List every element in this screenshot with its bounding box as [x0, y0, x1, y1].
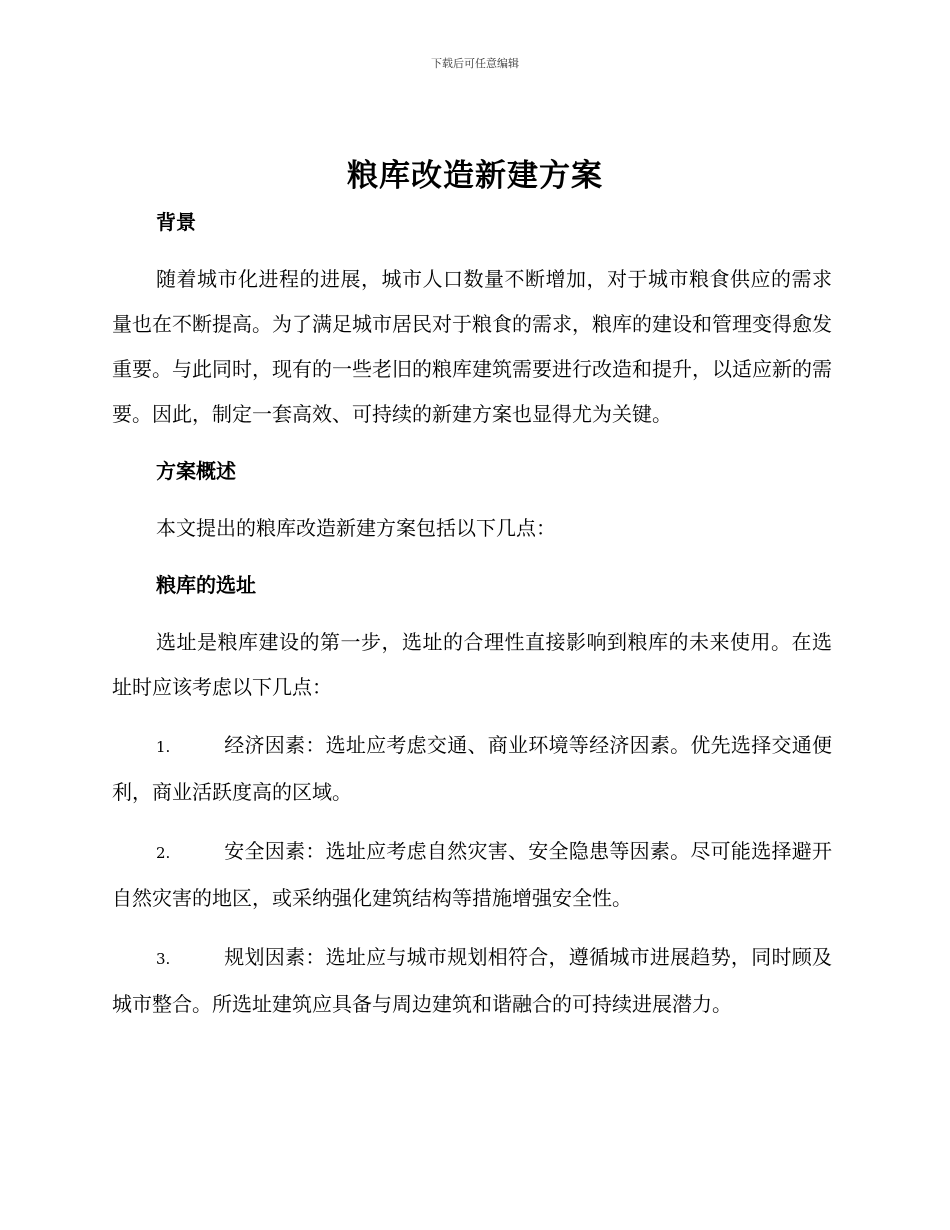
section-heading-overview: 方案概述	[156, 459, 236, 483]
list-item-number: 2.	[156, 844, 171, 862]
list-item-number: 1.	[156, 738, 171, 756]
list-item	[112, 829, 832, 921]
document-title: 粮库改造新建方案	[347, 158, 603, 194]
list-item	[112, 935, 832, 1027]
document-body	[112, 200, 832, 1027]
list-item-text: 经济因素：选址应考虑交通、商业环境等经济因素。优先选择交通便利，商业活跃度高的区域。	[112, 733, 832, 804]
paragraph-site: 选址是粮库建设的第一步，选址的合理性直接影响到粮库的未来使用。在选址时应该考虑以下几点：	[112, 630, 832, 699]
paragraph-overview: 本文提出的粮库改造新建方案包括以下几点：	[156, 516, 556, 540]
list-item-text: 规划因素：选址应与城市规划相符合，遵循城市进展趋势，同时顾及城市整合。所选址建筑应具备与周边建筑和谐融合的可持续进展潜力。	[112, 945, 832, 1016]
header-note: 下载后可任意编辑	[431, 57, 519, 70]
list-item	[112, 723, 832, 815]
section-heading-site: 粮库的选址	[156, 573, 256, 597]
list-item-number: 3.	[156, 950, 171, 968]
paragraph-background: 随着城市化进程的进展，城市人口数量不断增加，对于城市粮食供应的需求量也在不断提高。为了满足城市居民对于粮食的需求，粮库的建设和管理变得愈发重要。与此同时，现有的一些老旧的粮库建筑需要进行改造和提升，以适应新的需要。因此，制定一套高效、可持续的新建方案也显得尤为关键。	[112, 267, 832, 426]
section-heading-background: 背景	[156, 210, 196, 234]
list-item-text: 安全因素：选址应考虑自然灾害、安全隐患等因素。尽可能选择避开自然灾害的地区，或采纳强化建筑结构等措施增强安全性。	[112, 839, 832, 910]
